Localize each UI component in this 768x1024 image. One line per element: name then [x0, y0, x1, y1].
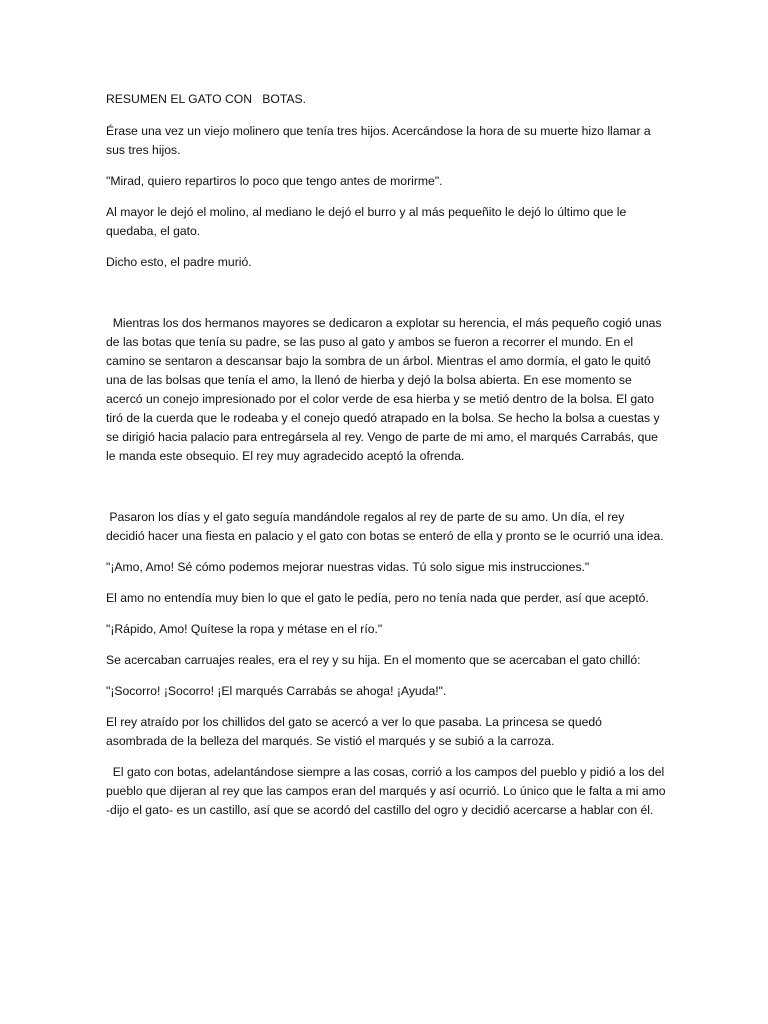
- paragraph-11: "¡Socorro! ¡Socorro! ¡El marqués Carrabás se ahoga! ¡Ayuda!".: [106, 684, 447, 698]
- paragraph-4: Dicho esto, el padre murió.: [106, 255, 252, 269]
- paragraph-3: Al mayor le dejó el molino, al mediano le dejó el burro y al más pequeñito le dejó lo último que le quedaba, el gato.: [106, 205, 630, 238]
- paragraph-9: "¡Rápido, Amo! Quítese la ropa y métase en el río.": [106, 622, 383, 636]
- paragraph-10: Se acercaban carruajes reales, era el rey y su hija. En el momento que se acercaban el gato chilló:: [106, 653, 641, 667]
- paragraph-2: "Mirad, quiero repartiros lo poco que tengo antes de morirme".: [106, 174, 443, 188]
- paragraph-13: El gato con botas, adelantándose siempre a las cosas, corrió a los campos del pueblo y pidió a los del pueblo que dijeran al rey que las campos eran del marqués y así ocurrió. Lo único que le falta a mi amo -dijo el gato- es un castillo, así que se acordó del castillo del ogro y decidió acercarse a hablar con él.: [106, 765, 669, 817]
- paragraph-1: Érase una vez un viejo molinero que tenía tres hijos. Acercándose la hora de su muerte hizo llamar a sus tres hijos.: [106, 124, 655, 157]
- paragraph-12: El rey atraído por los chillidos del gato se acercó a ver lo que pasaba. La princesa se quedó asombrada de la belleza del marqués. Se vistió el marqués y se subió a la carroza.: [106, 715, 606, 748]
- document-body: [106, 90, 669, 832]
- document-title: RESUMEN EL GATO CON BOTAS.: [106, 92, 306, 106]
- paragraph-5: Mientras los dos hermanos mayores se dedicaron a explotar su herencia, el más pequeño cogió unas de las botas que tenía su padre, se las puso al gato y ambos se fueron a recorrer el mundo. En el camino se sentaron a descansar bajo la sombra de un árbol. Mientras el amo dormía, el gato le quitó una de las bolsas que tenía el amo, la llenó de hierba y dejó la bolsa abierta. En ese momento se acercó un conejo impresionado por el color verde de esa hierba y se metió dentro de la bolsa. El gato tiró de la cuerda que le rodeaba y el conejo quedó atrapado en la bolsa. Se hecho la bolsa a cuestas y se dirigió hacia palacio para entregársela al rey. Vengo de parte de mi amo, el marqués Carrabás, que le manda este obsequio. El rey muy agradecido aceptó la ofrenda.: [106, 316, 665, 463]
- paragraph-7: "¡Amo, Amo! Sé cómo podemos mejorar nuestras vidas. Tú solo sigue mis instrucciones.": [106, 560, 590, 574]
- paragraph-6: Pasaron los días y el gato seguía mandándole regalos al rey de parte de su amo. Un día, el rey decidió hacer una fiesta en palacio y el gato con botas se enteró de ella y pronto se le ocurrió una idea.: [106, 510, 664, 543]
- paragraph-8: El amo no entendía muy bien lo que el gato le pedía, pero no tenía nada que perder, así que aceptó.: [106, 591, 649, 605]
